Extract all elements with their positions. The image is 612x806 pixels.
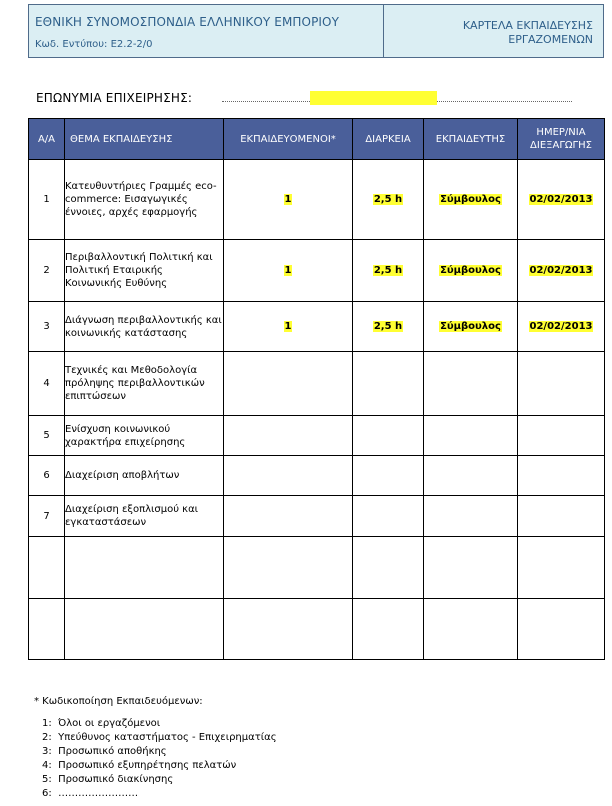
table-row-empty <box>29 599 605 660</box>
legend-item: 1: Όλοι οι εργαζόμενοι <box>42 718 161 729</box>
row-number <box>29 599 65 660</box>
table-row <box>29 496 605 537</box>
duration-cell[interactable] <box>353 537 424 599</box>
trainee-codes-legend <box>34 696 277 801</box>
duration-cell[interactable] <box>353 160 424 240</box>
trainees-cell[interactable] <box>224 537 353 599</box>
duration-cell[interactable] <box>353 352 424 416</box>
trainees-cell[interactable] <box>224 302 353 352</box>
table-row <box>29 456 605 496</box>
column-header-aa: Α/Α <box>29 119 65 160</box>
legend-item: 6: …………………… <box>42 788 139 799</box>
row-number: 7 <box>29 496 65 537</box>
column-header-date-line1: ΗΜΕΡ/ΝΙΑ <box>536 127 586 138</box>
duration-cell[interactable] <box>353 496 424 537</box>
trainer-cell[interactable] <box>424 456 518 496</box>
legend-item: 2: Υπεύθυνος καταστήματος - Επιχειρηματίας <box>42 732 277 743</box>
training-topic: Διάγνωση περιβαλλοντικής και κοινωνικής κατάστασης <box>65 302 224 352</box>
row-number: 1 <box>29 160 65 240</box>
trainees-cell[interactable] <box>224 160 353 240</box>
column-header-date <box>518 119 605 160</box>
legend-item: 4: Προσωπικό εξυπηρέτησης πελατών <box>42 760 237 771</box>
date-value: 02/02/2013 <box>529 265 593 276</box>
duration-cell[interactable] <box>353 240 424 302</box>
training-topic: Κατευθυντήριες Γραμμές eco-commerce: Εισαγωγικές έννοιες, αρχές εφαρμογής <box>65 160 224 240</box>
date-value: 02/02/2013 <box>529 321 593 332</box>
form-title-line2: ΕΡΓΑΖΟΜΕΝΩΝ <box>508 33 593 46</box>
row-number: 5 <box>29 416 65 456</box>
trainees-value: 1 <box>284 194 292 205</box>
training-topic: Ενίσχυση κοινωνικού χαρακτήρα επιχείρησης <box>65 416 224 456</box>
date-cell[interactable] <box>518 302 605 352</box>
date-value: 02/02/2013 <box>529 194 593 205</box>
trainees-value: 1 <box>284 265 292 276</box>
date-cell[interactable] <box>518 240 605 302</box>
trainees-cell[interactable] <box>224 416 353 456</box>
training-topic: Τεχνικές και Μεθοδολογία πρόληψης περιβαλλοντικών επιπτώσεων <box>65 352 224 416</box>
duration-cell[interactable] <box>353 302 424 352</box>
training-topic[interactable] <box>65 537 224 599</box>
trainer-value: Σύμβουλος <box>440 194 501 205</box>
company-name-label: ΕΠΩΝΥΜΙΑ ΕΠΙΧΕΙΡΗΣΗΣ: <box>36 91 193 105</box>
table-row <box>29 416 605 456</box>
row-number: 4 <box>29 352 65 416</box>
column-header-trainer: ΕΚΠΑΙΔΕΥΤΗΣ <box>424 119 518 160</box>
date-cell[interactable] <box>518 537 605 599</box>
training-topic[interactable] <box>65 599 224 660</box>
company-name-highlight <box>310 91 437 105</box>
trainer-cell[interactable] <box>424 416 518 456</box>
duration-value: 2,5 h <box>373 265 403 276</box>
legend-title: * Κωδικοποίηση Εκπαιδευόμενων: <box>34 696 203 707</box>
form-title-line1: ΚΑΡΤΕΛΑ ΕΚΠΑΙΔΕΥΣΗΣ <box>462 19 593 32</box>
training-topic: Περιβαλλοντική Πολιτική και Πολιτική Εταιρικής Κοινωνικής Ευθύνης <box>65 240 224 302</box>
trainer-cell[interactable] <box>424 302 518 352</box>
trainees-cell[interactable] <box>224 456 353 496</box>
duration-cell[interactable] <box>353 456 424 496</box>
table-row <box>29 240 605 302</box>
training-table <box>28 118 605 660</box>
trainer-cell[interactable] <box>424 496 518 537</box>
trainer-cell[interactable] <box>424 240 518 302</box>
row-number <box>29 537 65 599</box>
trainer-cell[interactable] <box>424 599 518 660</box>
date-cell[interactable] <box>518 599 605 660</box>
legend-item: 5: Προσωπικό διακίνησης <box>42 774 174 785</box>
form-header <box>28 4 604 58</box>
trainees-cell[interactable] <box>224 352 353 416</box>
duration-cell[interactable] <box>353 599 424 660</box>
trainees-cell[interactable] <box>224 496 353 537</box>
trainer-cell[interactable] <box>424 160 518 240</box>
form-code: Κωδ. Εντύπου: Ε2.2-2/0 <box>35 39 153 50</box>
date-cell[interactable] <box>518 456 605 496</box>
table-header-row <box>29 119 605 160</box>
date-cell[interactable] <box>518 416 605 456</box>
form-title <box>393 19 593 47</box>
duration-cell[interactable] <box>353 416 424 456</box>
duration-value: 2,5 h <box>373 194 403 205</box>
trainees-cell[interactable] <box>224 599 353 660</box>
column-header-theme: ΘΕΜΑ ΕΚΠΑΙΔΕΥΣΗΣ <box>65 119 224 160</box>
trainees-value: 1 <box>284 321 292 332</box>
header-divider <box>383 5 384 57</box>
date-cell[interactable] <box>518 496 605 537</box>
table-row <box>29 352 605 416</box>
duration-value: 2,5 h <box>373 321 403 332</box>
trainer-value: Σύμβουλος <box>440 321 501 332</box>
column-header-date-line2: ΔΙΕΞΑΓΩΓΗΣ <box>530 140 592 151</box>
table-row <box>29 160 605 240</box>
trainer-cell[interactable] <box>424 352 518 416</box>
column-header-trainees: ΕΚΠΑΙΔΕΥΟΜΕΝΟΙ* <box>224 119 353 160</box>
date-cell[interactable] <box>518 352 605 416</box>
date-cell[interactable] <box>518 160 605 240</box>
legend-item: 3: Προσωπικό αποθήκης <box>42 746 167 757</box>
row-number: 6 <box>29 456 65 496</box>
trainer-value: Σύμβουλος <box>440 265 501 276</box>
trainer-cell[interactable] <box>424 537 518 599</box>
table-row-empty <box>29 537 605 599</box>
column-header-duration: ΔΙΑΡΚΕΙΑ <box>353 119 424 160</box>
row-number: 3 <box>29 302 65 352</box>
table-row <box>29 302 605 352</box>
training-topic: Διαχείριση εξοπλισμού και εγκαταστάσεων <box>65 496 224 537</box>
trainees-cell[interactable] <box>224 240 353 302</box>
row-number: 2 <box>29 240 65 302</box>
organization-name: ΕΘΝΙΚΗ ΣΥΝΟΜΟΣΠΟΝΔΙΑ ΕΛΛΗΝΙΚΟΥ ΕΜΠΟΡΙΟΥ <box>35 15 340 29</box>
training-topic: Διαχείριση αποβλήτων <box>65 456 224 496</box>
